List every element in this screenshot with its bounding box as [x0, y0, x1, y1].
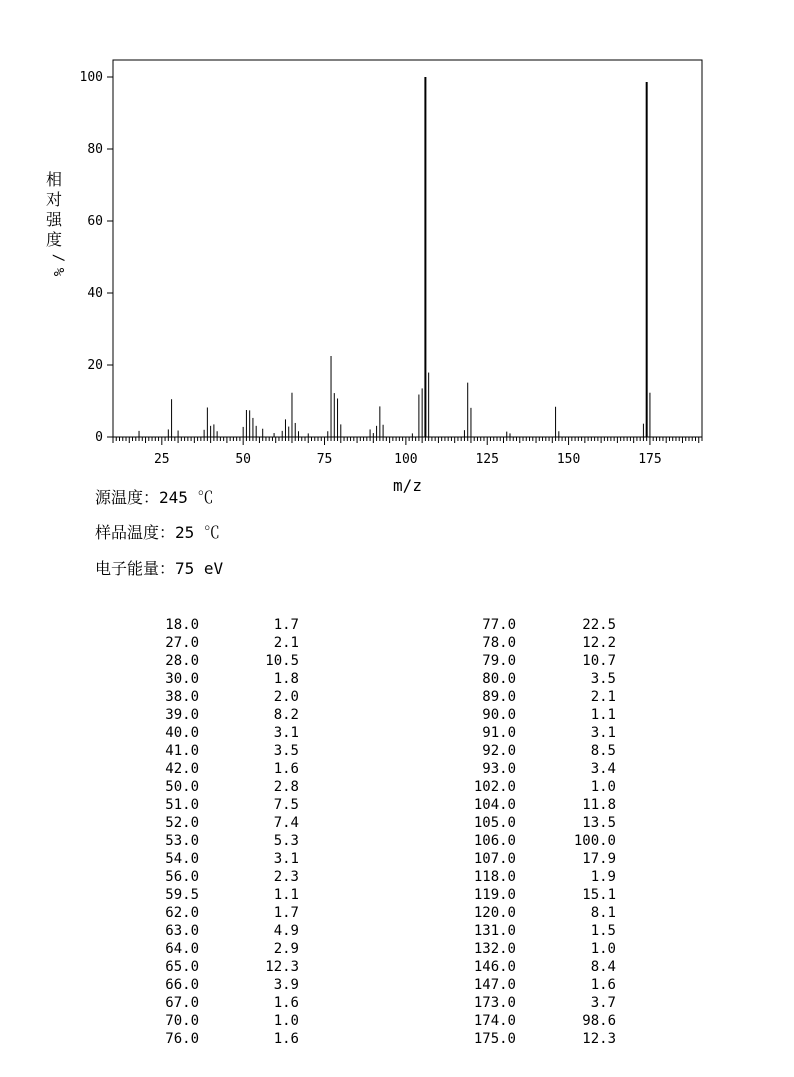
peak-abundance: 1.1 — [590, 707, 616, 723]
y-tick-label: 60 — [87, 214, 103, 229]
peak-abundance: 12.2 — [582, 635, 616, 651]
peak-mz: 104.0 — [473, 797, 516, 813]
peak-mz: 64.0 — [165, 941, 199, 957]
peak-row — [140, 922, 300, 940]
peak-mz: 62.0 — [165, 905, 199, 921]
peak-mz: 120.0 — [473, 905, 516, 921]
peak-abundance: 1.1 — [273, 887, 299, 903]
peak-abundance: 3.5 — [273, 743, 299, 759]
peak-abundance: 12.3 — [582, 1031, 616, 1047]
peak-row — [455, 634, 617, 652]
peak-abundance: 7.5 — [273, 797, 299, 813]
peak-row — [455, 724, 617, 742]
peak-mz: 65.0 — [165, 959, 199, 975]
peak-mz: 119.0 — [473, 887, 516, 903]
peak-abundance: 13.5 — [582, 815, 616, 831]
peak-abundance: 11.8 — [582, 797, 616, 813]
peak-abundance: 8.4 — [590, 959, 616, 975]
peak-mz: 28.0 — [165, 653, 199, 669]
peak-row — [455, 814, 617, 832]
peak-row — [140, 706, 300, 724]
y-axis-label-char: 度 — [45, 230, 63, 249]
peak-mz: 67.0 — [165, 995, 199, 1011]
x-tick-label: 25 — [153, 452, 170, 467]
y-axis-label-char: 相 — [45, 170, 63, 189]
peak-abundance: 4.9 — [273, 923, 299, 939]
peak-mz: 38.0 — [165, 689, 199, 705]
peak-row — [140, 742, 300, 760]
peak-row — [140, 796, 300, 814]
x-tick-label: 50 — [235, 452, 251, 467]
peak-row — [455, 742, 617, 760]
peak-abundance: 2.0 — [273, 689, 299, 705]
peak-abundance: 12.3 — [265, 959, 299, 975]
peak-abundance: 3.1 — [273, 851, 299, 867]
y-tick-label: 0 — [95, 430, 103, 445]
peak-abundance: 2.9 — [273, 941, 299, 957]
peak-mz: 70.0 — [165, 1013, 199, 1029]
y-tick-label: 20 — [87, 358, 103, 373]
peak-mz: 90.0 — [482, 707, 516, 723]
peak-mz: 175.0 — [473, 1031, 516, 1047]
peak-row — [140, 688, 300, 706]
peak-mz: 66.0 — [165, 977, 199, 993]
peak-mz: 102.0 — [473, 779, 516, 795]
peak-abundance: 2.8 — [273, 779, 299, 795]
peak-row — [455, 886, 617, 904]
peak-abundance: 1.5 — [590, 923, 616, 939]
peak-row — [140, 940, 300, 958]
peak-row — [455, 616, 617, 634]
peak-mz: 27.0 — [165, 635, 199, 651]
peak-mz: 106.0 — [473, 833, 516, 849]
peak-row — [140, 616, 300, 634]
peak-mz: 146.0 — [473, 959, 516, 975]
peak-mz: 50.0 — [165, 779, 199, 795]
peak-mz: 78.0 — [482, 635, 516, 651]
peak-mz: 147.0 — [473, 977, 516, 993]
y-axis-label-char: 强 — [45, 210, 63, 229]
peak-abundance: 3.7 — [590, 995, 616, 1011]
peak-abundance: 17.9 — [582, 851, 616, 867]
peak-mz: 54.0 — [165, 851, 199, 867]
peak-mz: 41.0 — [165, 743, 199, 759]
peak-row — [455, 958, 617, 976]
peak-abundance: 1.0 — [590, 941, 616, 957]
peak-mz: 105.0 — [473, 815, 516, 831]
y-tick-label: 100 — [79, 70, 103, 85]
peak-abundance: 8.5 — [590, 743, 616, 759]
peak-abundance: 3.1 — [590, 725, 616, 741]
y-axis-label-char: % — [50, 267, 66, 277]
peak-table-right — [455, 616, 617, 1048]
peak-row — [140, 814, 300, 832]
peak-abundance: 10.5 — [265, 653, 299, 669]
peak-row — [140, 832, 300, 850]
peak-row — [140, 778, 300, 796]
peak-mz: 53.0 — [165, 833, 199, 849]
peak-row — [140, 886, 300, 904]
peak-abundance: 10.7 — [582, 653, 616, 669]
y-tick-label: 80 — [87, 142, 103, 157]
peak-row — [140, 670, 300, 688]
peak-abundance: 1.0 — [590, 779, 616, 795]
peak-mz: 173.0 — [473, 995, 516, 1011]
peak-mz: 89.0 — [482, 689, 516, 705]
x-tick-label: 175 — [638, 452, 662, 467]
peak-mz: 40.0 — [165, 725, 199, 741]
peak-mz: 92.0 — [482, 743, 516, 759]
peak-mz: 39.0 — [165, 707, 199, 723]
peak-abundance: 1.0 — [273, 1013, 299, 1029]
peak-abundance: 1.7 — [273, 905, 299, 921]
x-tick-label: 100 — [394, 452, 418, 467]
peak-mz: 91.0 — [482, 725, 516, 741]
peak-mz: 51.0 — [165, 797, 199, 813]
peak-table-left — [140, 616, 300, 1048]
peak-mz: 30.0 — [165, 671, 199, 687]
x-tick-label: 150 — [556, 452, 581, 467]
peak-row — [140, 652, 300, 670]
peak-row — [455, 976, 617, 994]
peak-row — [455, 670, 617, 688]
peak-mz: 63.0 — [165, 923, 199, 939]
x-tick-label: 75 — [316, 452, 333, 467]
peak-row — [455, 778, 617, 796]
peak-row — [455, 832, 617, 850]
peak-abundance: 3.4 — [590, 761, 616, 777]
x-axis-label: m/z — [393, 476, 422, 495]
sample-temperature-label: 样品温度：25 ℃ — [95, 523, 220, 542]
peak-mz: 131.0 — [473, 923, 516, 939]
peak-mz: 52.0 — [165, 815, 199, 831]
peak-row — [455, 850, 617, 868]
peak-row — [455, 652, 617, 670]
peak-abundance: 5.3 — [273, 833, 299, 849]
x-tick-label: 125 — [475, 452, 499, 467]
peak-row — [140, 958, 300, 976]
peak-abundance: 1.7 — [273, 617, 299, 633]
peak-row — [140, 994, 300, 1012]
peak-row — [455, 922, 617, 940]
peak-abundance: 3.5 — [590, 671, 616, 687]
peak-abundance: 1.9 — [590, 869, 616, 885]
peak-mz: 76.0 — [165, 1031, 199, 1047]
peak-abundance: 8.1 — [590, 905, 616, 921]
peak-row — [455, 688, 617, 706]
peak-row — [455, 760, 617, 778]
peak-row — [455, 994, 617, 1012]
peak-abundance: 8.2 — [273, 707, 299, 723]
peak-row — [455, 1030, 617, 1048]
electron-energy-label: 电子能量：75 eV — [95, 559, 224, 578]
peak-mz: 42.0 — [165, 761, 199, 777]
peak-row — [140, 868, 300, 886]
peak-abundance: 2.3 — [273, 869, 299, 885]
peak-abundance: 1.6 — [273, 995, 299, 1011]
peak-abundance: 3.9 — [273, 977, 299, 993]
peak-mz: 107.0 — [473, 851, 516, 867]
peak-mz: 118.0 — [473, 869, 516, 885]
peak-row — [140, 904, 300, 922]
peak-mz: 79.0 — [482, 653, 516, 669]
peak-abundance: 1.6 — [273, 1031, 299, 1047]
peak-abundance: 100.0 — [573, 833, 616, 849]
peak-abundance: 7.4 — [273, 815, 299, 831]
y-tick-label: 40 — [87, 286, 103, 301]
peak-abundance: 22.5 — [582, 617, 616, 633]
peak-abundance: 2.1 — [273, 635, 299, 651]
peak-row — [455, 904, 617, 922]
peak-abundance: 3.1 — [273, 725, 299, 741]
peak-row — [140, 976, 300, 994]
peak-abundance: 98.6 — [582, 1013, 616, 1029]
y-axis-label-char: 对 — [45, 190, 63, 209]
peak-mz: 132.0 — [473, 941, 516, 957]
peak-row — [455, 796, 617, 814]
peak-row — [140, 724, 300, 742]
y-axis-label-char: / — [50, 253, 66, 263]
peak-row — [140, 1012, 300, 1030]
peak-mz: 80.0 — [482, 671, 516, 687]
peak-abundance: 1.6 — [590, 977, 616, 993]
peak-row — [455, 868, 617, 886]
peak-abundance: 2.1 — [590, 689, 616, 705]
peak-abundance: 15.1 — [582, 887, 616, 903]
peak-row — [140, 850, 300, 868]
plot-frame — [113, 60, 702, 437]
peak-row — [455, 1012, 617, 1030]
peak-row — [140, 760, 300, 778]
peak-mz: 93.0 — [482, 761, 516, 777]
peak-mz: 59.5 — [165, 887, 199, 903]
peak-mz: 77.0 — [482, 617, 516, 633]
peak-row — [140, 634, 300, 652]
peak-abundance: 1.8 — [273, 671, 299, 687]
peak-mz: 18.0 — [165, 617, 199, 633]
peak-mz: 174.0 — [473, 1013, 516, 1029]
peak-mz: 56.0 — [165, 869, 199, 885]
peak-row — [455, 706, 617, 724]
peak-row — [140, 1030, 300, 1048]
peak-abundance: 1.6 — [273, 761, 299, 777]
peak-row — [455, 940, 617, 958]
source-temperature-label: 源温度：245 ℃ — [95, 488, 214, 507]
